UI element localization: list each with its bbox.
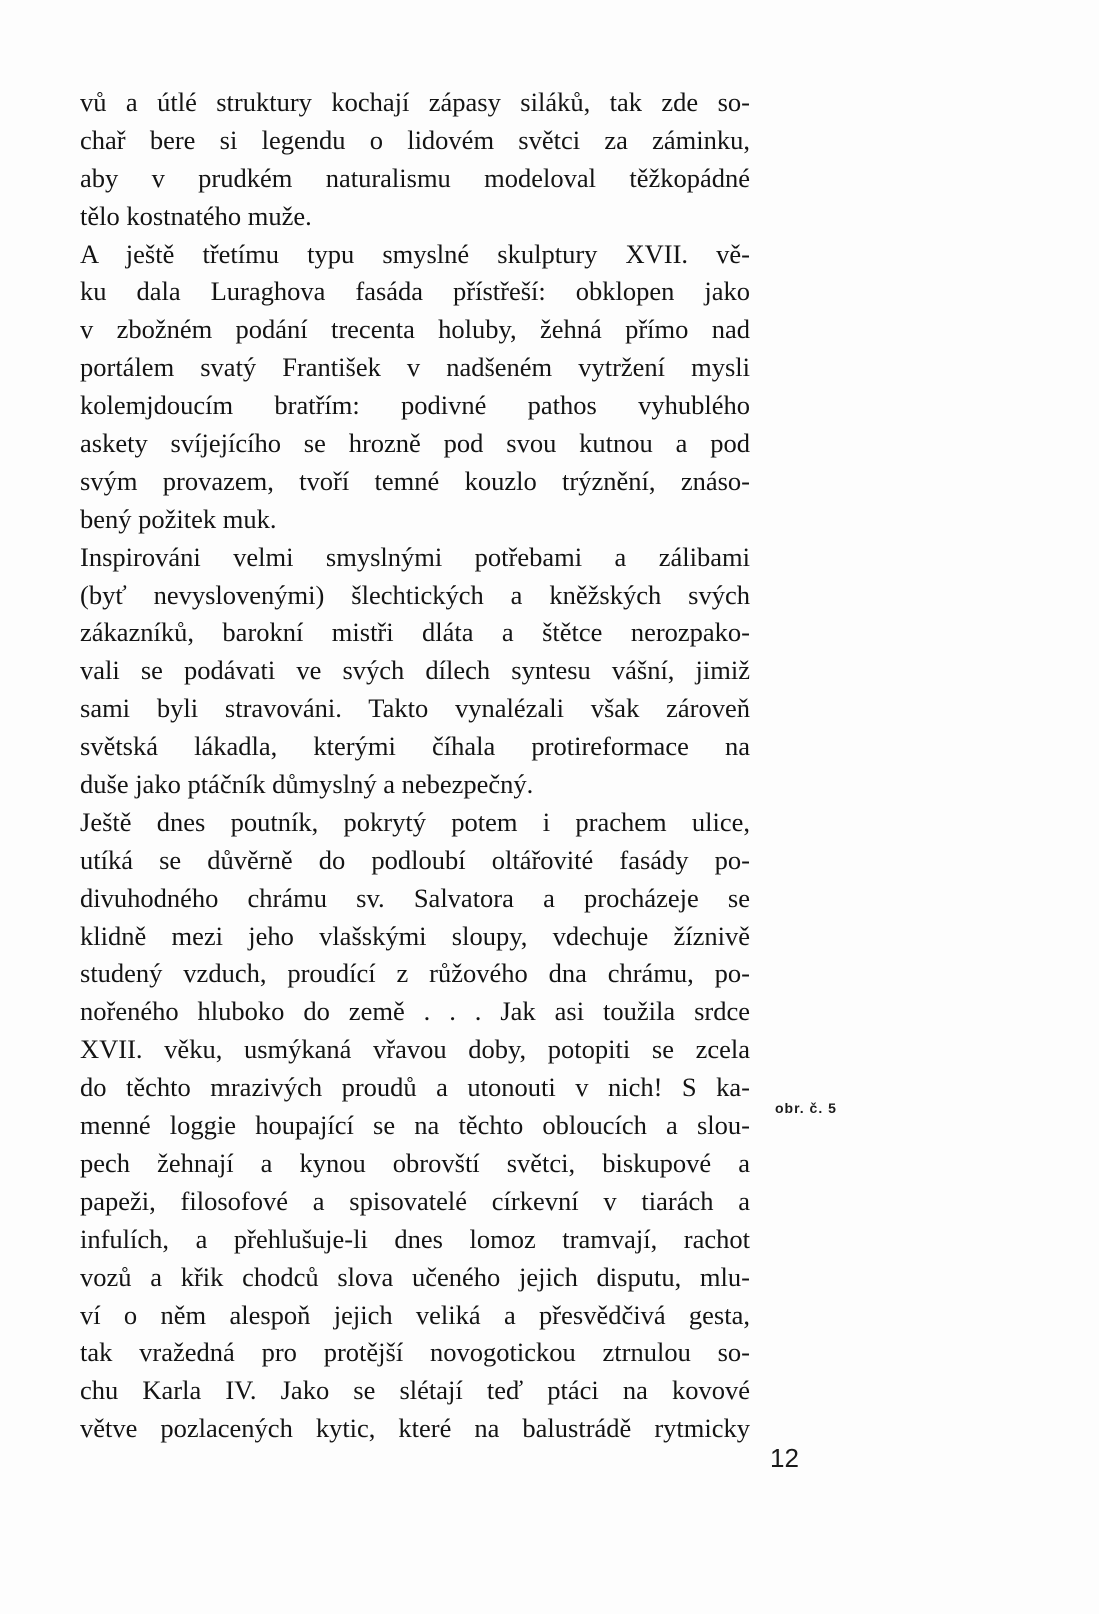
text-line: Inspirováni velmi smyslnými potřebami a zálibami [80, 541, 750, 572]
text-line: kolemjdoucím bratřím: podivné pathos vyhublého [80, 390, 750, 421]
text-line: v zbožném podání trecenta holuby, žehná přímo nad [80, 314, 750, 345]
text-line: ví o něm alespoň jejich veliká a přesvědčivá gesta, [80, 1299, 750, 1330]
body-text [80, 84, 750, 1448]
text-line: studený vzduch, proudící z růžového dna chrámu, po- [80, 958, 750, 989]
text-line: Ještě dnes poutník, pokrytý potem i prachem ulice, [80, 806, 750, 837]
text-line: infulích, a přehlušuje-li dnes lomoz tramvají, rachot [80, 1223, 750, 1254]
text-line: (byť nevyslovenými) šlechtických a kněžských svých [80, 579, 750, 610]
text-line: papeži, filosofové a spisovatelé církevní v tiarách a [80, 1185, 750, 1216]
text-line: světská lákadla, kterými číhala protireformace na [80, 731, 750, 762]
text-line: větve pozlacených kytic, které na balustrádě rytmicky [80, 1413, 750, 1444]
text-line: vozů a křik chodců slova učeného jejich disputu, mlu- [80, 1261, 750, 1292]
text-line: do těchto mrazivých proudů a utonouti v nich! S ka- [80, 1072, 750, 1103]
text-line: chař bere si legendu o lidovém světci za záminku, [80, 124, 750, 155]
text-line: sami byli stravováni. Takto vynalézali však zároveň [80, 693, 750, 724]
text-line: nořeného hluboko do země . . . Jak asi toužila srdce [80, 996, 750, 1027]
figure-reference-note: obr. č. 5 [775, 1100, 837, 1116]
text-line: klidně mezi jeho vlašskými sloupy, vdechuje žíznivě [80, 920, 750, 951]
text-line: utíká se důvěrně do podloubí oltářovité fasády po- [80, 844, 750, 875]
text-line: duše jako ptáčník důmyslný a nebezpečný. [80, 769, 534, 800]
text-line: A ještě třetímu typu smyslné skulptury XVII. vě- [80, 238, 750, 269]
text-line: tělo kostnatého muže. [80, 200, 312, 231]
text-line: divuhodného chrámu sv. Salvatora a procházeje se [80, 882, 750, 913]
text-line: tak vražedná pro protější novogotickou ztrnulou so- [80, 1337, 750, 1368]
text-line: menné loggie houpající se na těchto obloucích a slou- [80, 1110, 750, 1141]
text-line: pech žehnají a kynou obrovští světci, biskupové a [80, 1147, 750, 1178]
text-line: chu Karla IV. Jako se slétají teď ptáci na kovové [80, 1375, 750, 1406]
text-line: ku dala Luraghova fasáda přístřeší: obklopen jako [80, 276, 750, 307]
page-number: 12 [770, 1443, 799, 1473]
text-line: zákazníků, barokní mistři dláta a štětce nerozpako- [80, 617, 750, 648]
text-line: aby v prudkém naturalismu modeloval těžkopádné [80, 162, 750, 193]
text-line: bený požitek muk. [80, 503, 277, 534]
text-line: vali se podávati ve svých dílech syntesu vášní, jimiž [80, 655, 750, 686]
text-line: svým provazem, tvoří temné kouzlo trýznění, znáso- [80, 465, 750, 496]
text-line: portálem svatý František v nadšeném vytržení mysli [80, 352, 750, 383]
text-line: XVII. věku, usmýkaná vřavou doby, potopiti se zcela [80, 1034, 750, 1065]
text-line: vů a útlé struktury kochají zápasy siláků, tak zde so- [80, 87, 750, 117]
text-line: askety svíjejícího se hrozně pod svou kutnou a pod [80, 428, 750, 459]
